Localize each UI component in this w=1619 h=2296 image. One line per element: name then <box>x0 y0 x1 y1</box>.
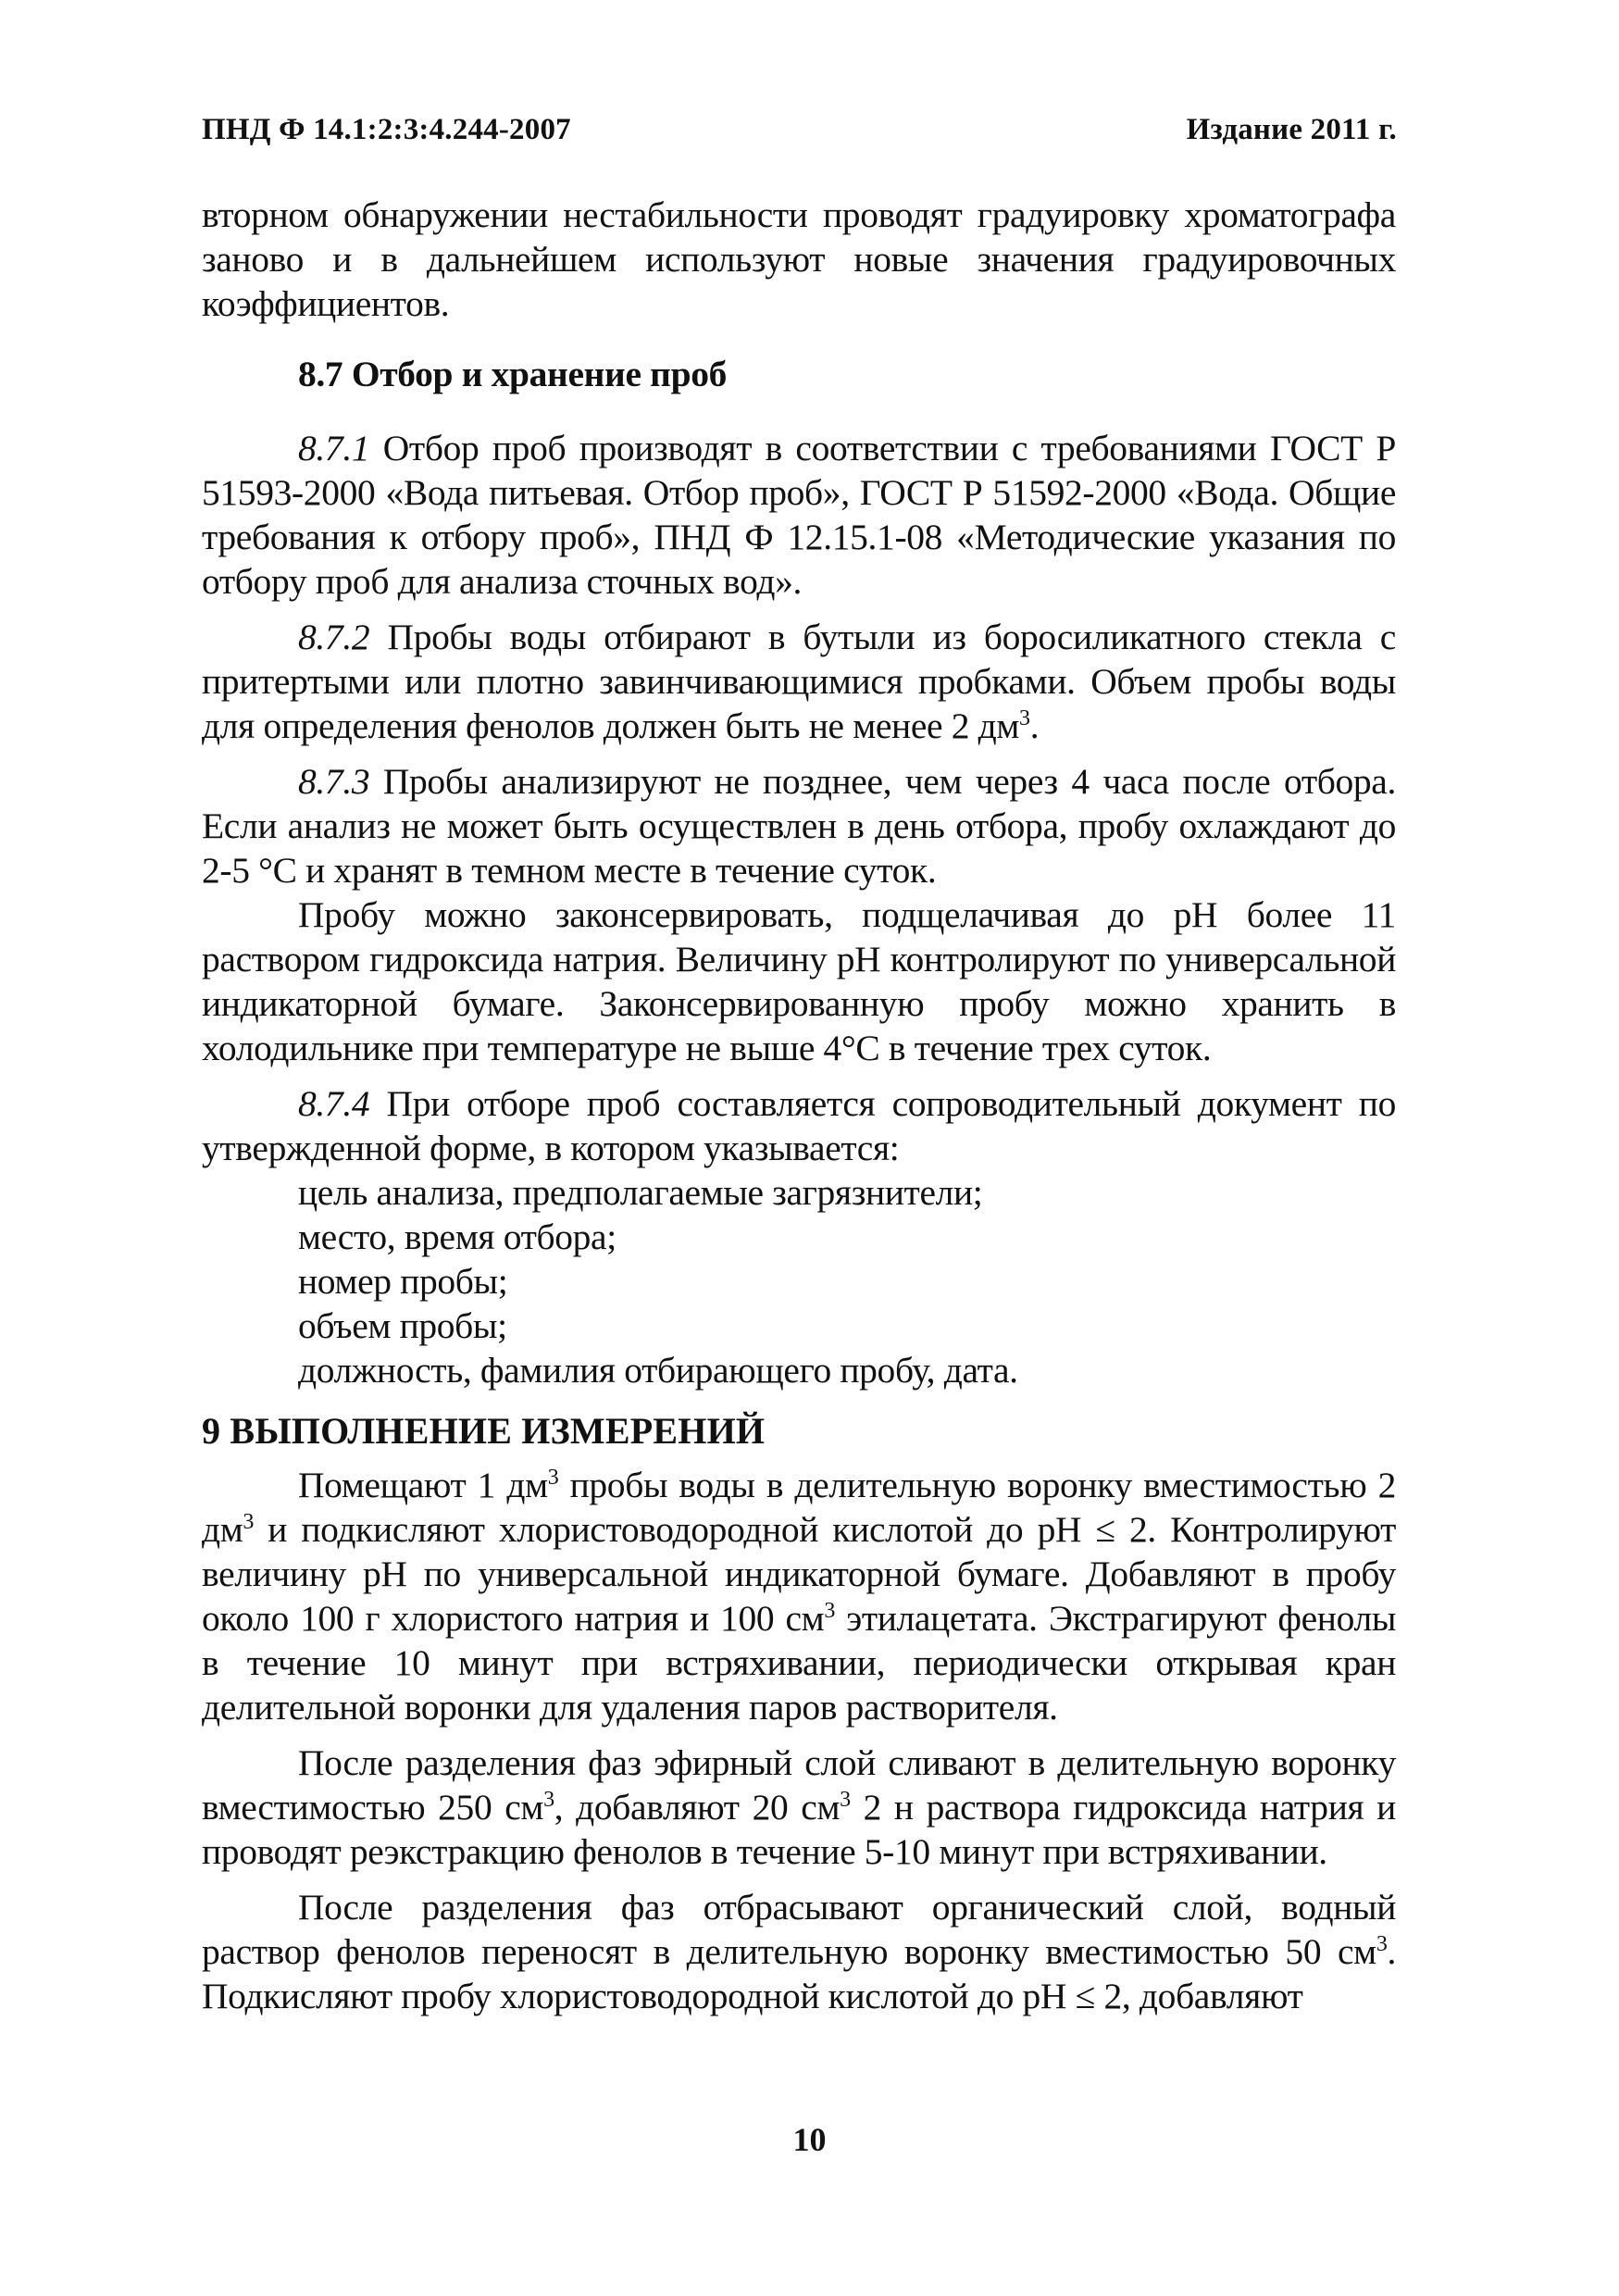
clause-number: 8.7.4 <box>298 1083 370 1124</box>
page-number: 10 <box>792 2121 827 2158</box>
intro-paragraph: вторном обнаружении нестабильности проводят градуировку хроматографа заново и в дальнейшем используют новые значения градуировочных коэффициентов. <box>202 194 1396 324</box>
clause-8-7-1 <box>202 426 1396 604</box>
clause-text: Пробы воды отбирают в бутыли из боросиликатного стекла с притертыми или плотно завинчивающимися пробками. Объем пробы воды для определения фенолов должен быть не менее 2 дм <box>202 617 1396 746</box>
list-item: номер пробы; <box>298 1261 508 1302</box>
list-item: объем пробы; <box>298 1305 507 1346</box>
measurement-paragraph-3 <box>202 1885 1396 2018</box>
clause-number: 8.7.1 <box>298 428 370 468</box>
text-run: После разделения фаз эфирный слой сливают в делительную воронку вместимостью 250 см <box>202 1742 1396 1828</box>
list-item: должность, фамилия отбирающего пробу, дата. <box>298 1350 1018 1391</box>
text-run: , добавляют 20 см <box>554 1787 841 1828</box>
superscript: 3 <box>1376 1931 1388 1956</box>
superscript: 3 <box>1019 705 1030 730</box>
superscript: 3 <box>824 1598 835 1623</box>
document-body <box>202 193 1396 2018</box>
document-code: ПНД Ф 14.1:2:3:4.244-2007 <box>202 113 571 146</box>
edition-label: Издание 2011 г. <box>1186 113 1397 146</box>
measurement-paragraph-1 <box>202 1463 1396 1729</box>
text-run: Помещают 1 дм <box>298 1465 548 1505</box>
measurement-paragraph-2 <box>202 1741 1396 1874</box>
section-title-9: 9 ВЫПОЛНЕНИЕ ИЗМЕРЕНИЙ <box>202 1410 766 1452</box>
superscript: 3 <box>840 1787 851 1812</box>
text-run: пробы воды в делительную воронку вместимостью 2 дм <box>202 1465 1396 1550</box>
superscript: 3 <box>543 1787 554 1812</box>
text-run: 2 н раствора гидроксида натрия и проводят реэкстракцию фенолов в течение 5-10 минут при встряхивании. <box>202 1787 1396 1872</box>
subsection-title-8-7: 8.7 Отбор и хранение проб <box>298 354 727 394</box>
clause-text: Пробы анализируют не позднее, чем через 4 часа после отбора. Если анализ не может быть осуществлен в день отбора, пробу охлаждают до 2-5 °С и хранят в темном месте в течение суток. <box>202 761 1396 891</box>
clause-text: Отбор проб производят в соответствии с требованиями ГОСТ Р 51593-2000 «Вода питьевая. Отбор проб», ГОСТ Р 51592-2000 «Вода. Общие требования к отбору проб», ПНД Ф 12.15.1-08 «Методические указания по отбору проб для анализа сточных вод». <box>202 428 1396 602</box>
clause-number: 8.7.2 <box>298 617 370 657</box>
clause-8-7-2 <box>202 615 1396 748</box>
running-header <box>202 113 1397 150</box>
text-run: После разделения фаз отбрасывают органический слой, водный раствор фенолов переносят в делительную воронку вместимостью 50 см <box>202 1887 1396 1972</box>
preservation-paragraph: Пробу можно законсервировать, подщелачивая до рН более 11 раствором гидроксида натрия. Величину рН контролируют по универсальной индикаторной бумаге. Законсервированную пробу можно хранить в холодильнике при температуре не выше 4°С в течение трех суток. <box>202 894 1396 1068</box>
clause-8-7-4 <box>202 1081 1396 1170</box>
list-item: место, время отбора; <box>298 1217 616 1257</box>
clause-text: При отборе проб составляется сопроводительный документ по утвержденной форме, в котором указывается: <box>202 1083 1396 1168</box>
list-item: цель анализа, предполагаемые загрязнители; <box>298 1172 983 1213</box>
superscript: 3 <box>547 1465 559 1490</box>
text-run: и подкисляют хлористоводородной кислотой до рН ≤ 2. Контролируют величину рН по универсальной индикаторной бумаге. Добавляют в пробу около 100 г хлористого натрия и 100 см <box>202 1509 1396 1639</box>
text-run: этилацетата. Экстрагируют фенолы в течение 10 минут при встряхивании, периодически открывая кран делительной воронки для удаления паров растворителя. <box>202 1598 1397 1728</box>
document-items-list <box>202 1170 1396 1392</box>
clause-text-end: . <box>1029 705 1040 746</box>
clause-8-7-3 <box>202 759 1396 892</box>
clause-number: 8.7.3 <box>298 761 370 802</box>
superscript: 3 <box>243 1509 255 1534</box>
text-run: . Подкисляют пробу хлористоводородной кислотой до рН ≤ 2, добавляют <box>202 1931 1396 2016</box>
